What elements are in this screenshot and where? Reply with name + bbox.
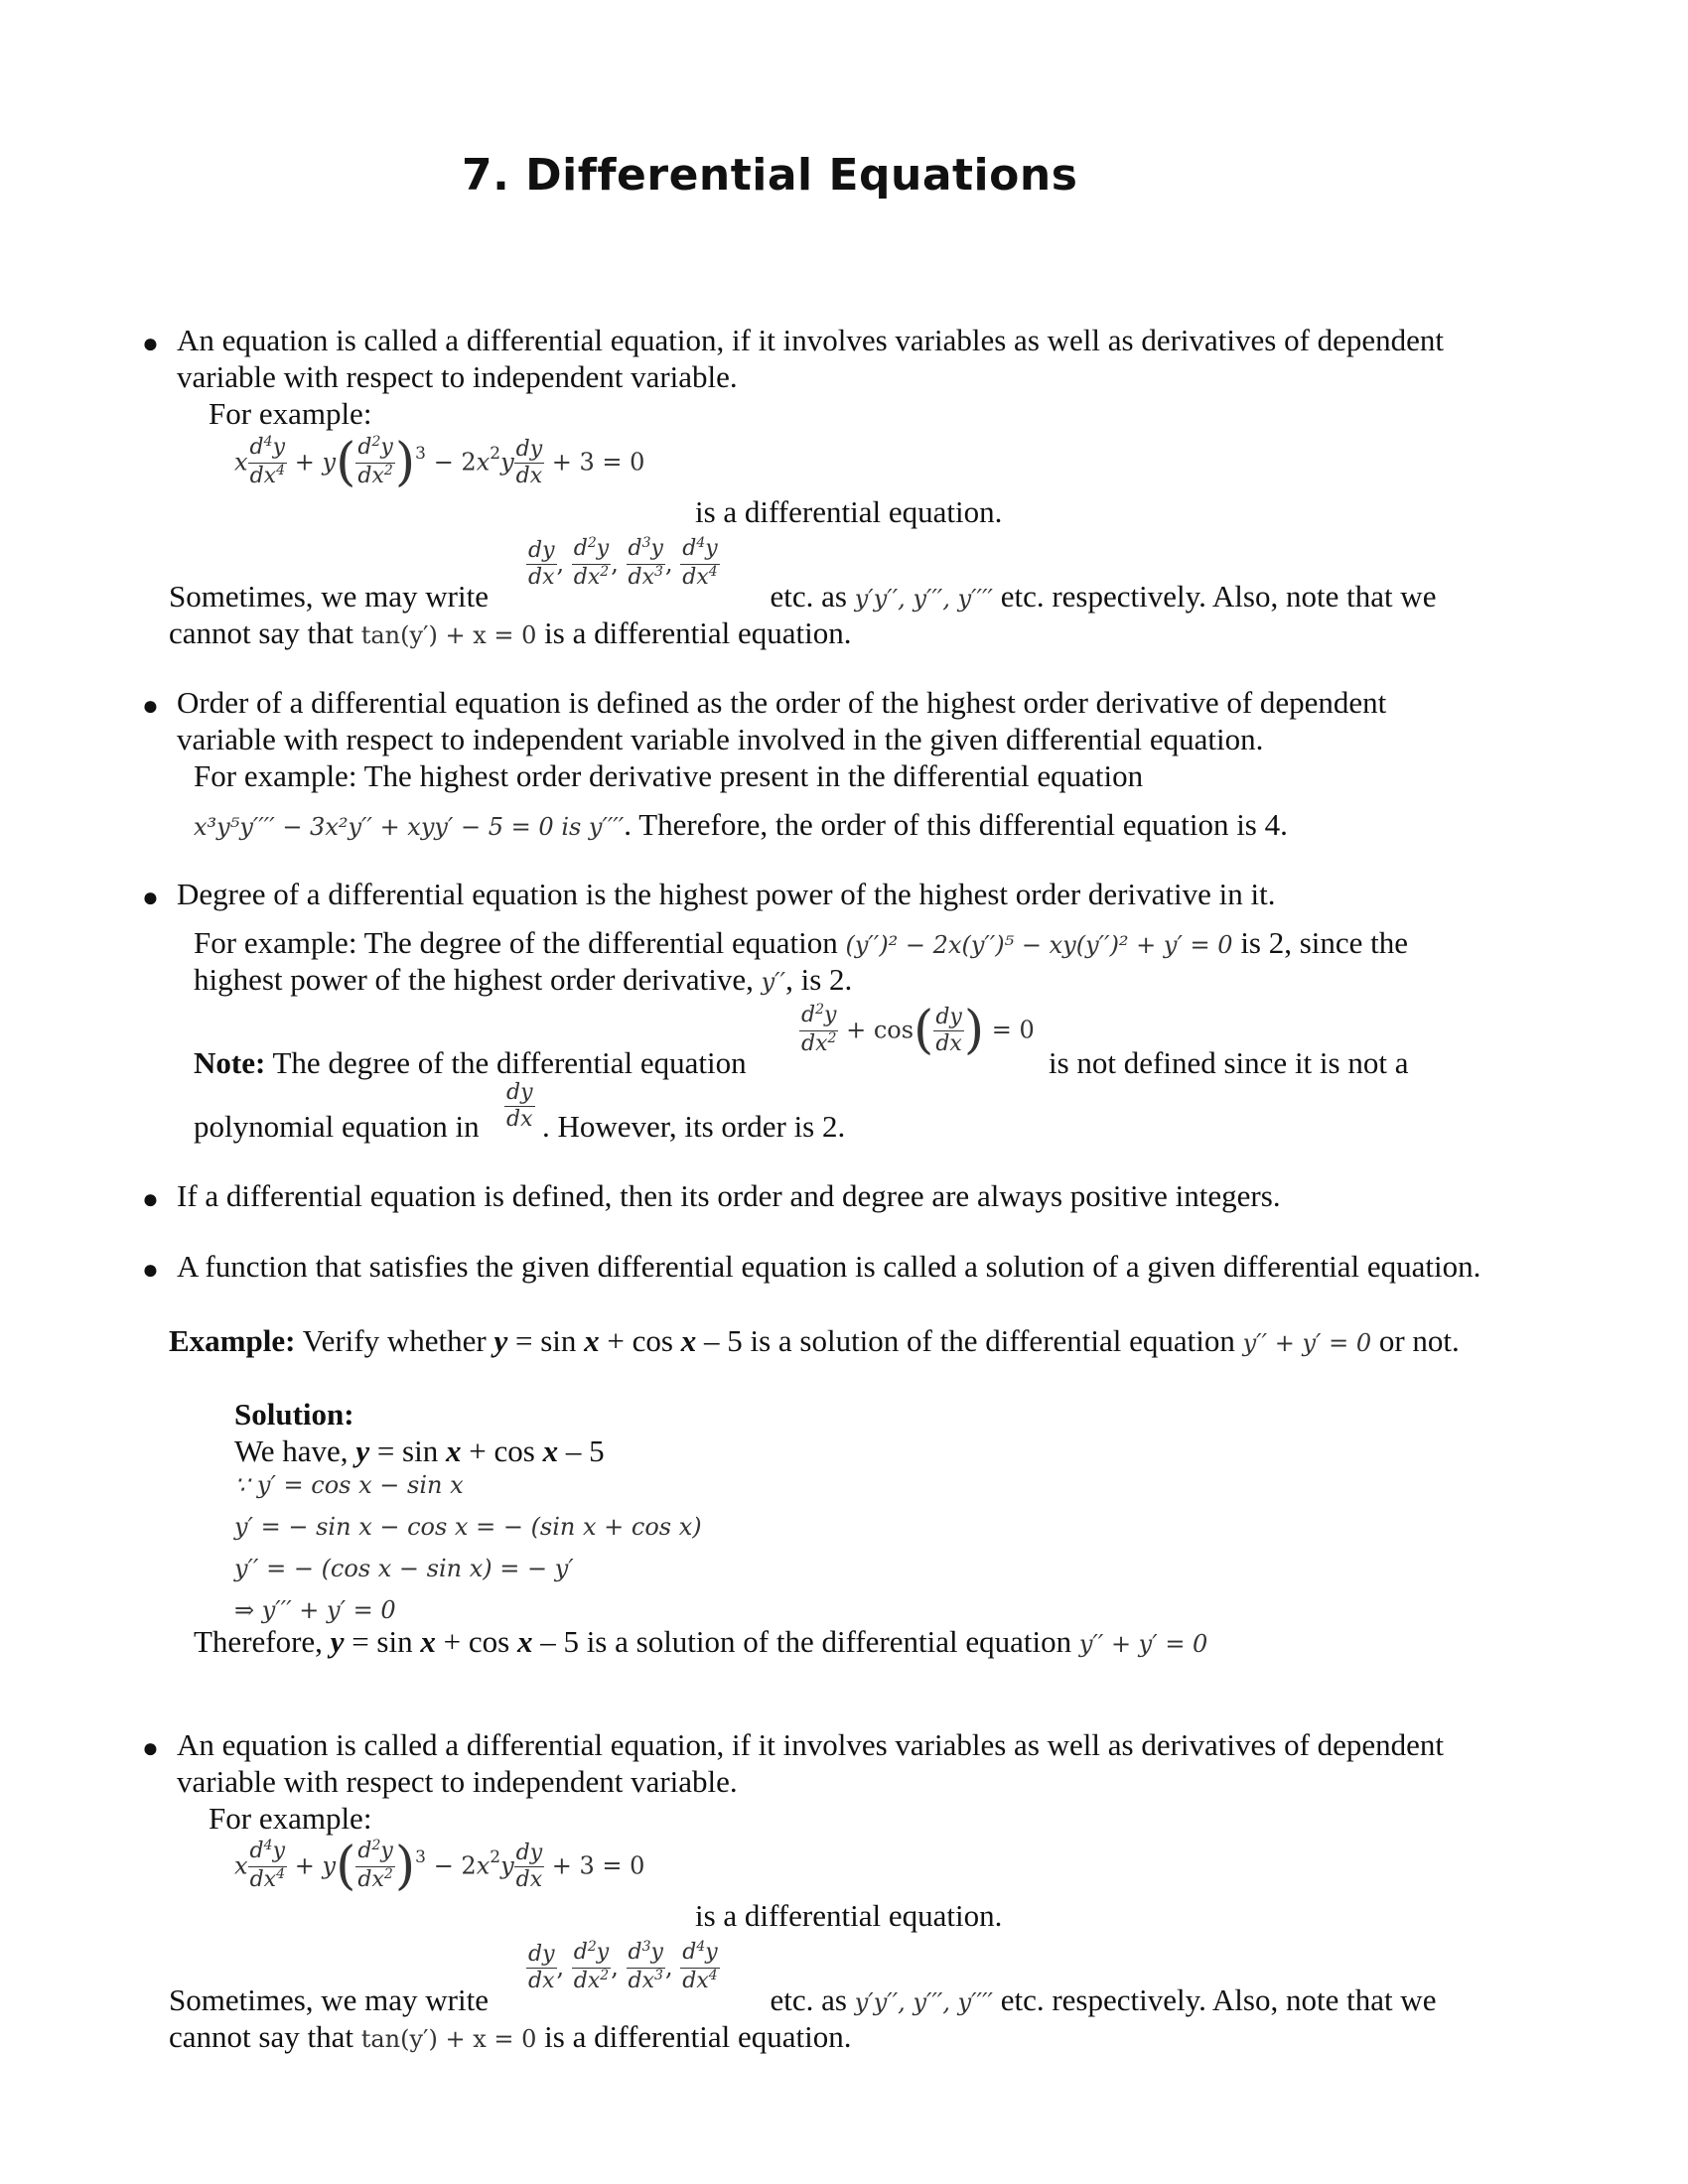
ode-equation: y′′ + y′ = 0	[1242, 1329, 1372, 1357]
var: x	[680, 1323, 697, 1358]
text: Sometimes, we may write	[169, 1982, 489, 2017]
text: , is 2.	[785, 962, 853, 997]
prime-notation: y′y′′, y′′′, y′′′′	[854, 585, 993, 613]
derivative-notation: $\frac{dy}{dx}$ , $\frac{d^2y}{dx^2}$ , $\frac{d^3y}{dx^3}$ , $\frac{d^4y}{dx^4}$	[528, 535, 718, 590]
tan-equation: tan(y′) + x = 0	[360, 2025, 537, 2053]
tan-equation: tan(y′) + x = 0	[360, 621, 537, 649]
text: etc. respectively. Also, note that we	[1000, 1982, 1437, 2017]
text: + cos	[435, 1624, 517, 1659]
solution-step: ⇒ y′′′ + y′ = 0	[234, 1596, 396, 1624]
text: etc. respectively. Also, note that we	[1000, 579, 1437, 614]
var: y	[493, 1323, 508, 1358]
text: + cos	[461, 1433, 543, 1468]
second-derivative: y′′	[761, 968, 786, 996]
text: Sometimes, we may write	[169, 579, 489, 614]
example-equation: x $\frac{d^4y}{dx^4}$ + y( $\frac{d^2y}{dx^2}$ )$^3 - 2x^2y$ $\frac{dy}{dx}$ + 3 = 0	[234, 1837, 645, 1896]
var: y	[330, 1624, 345, 1659]
paragraph-line	[194, 1044, 747, 1081]
derivative-notation: $\frac{dy}{dx}$ , $\frac{d^2y}{dx^2}$ , $\frac{d^3y}{dx^3}$ , $\frac{d^4y}{dx^4}$	[528, 1939, 718, 1993]
example-line	[169, 1322, 1460, 1362]
solution-step: y′ = − sin x − cos x = − (sin x + cos x)	[234, 1513, 702, 1541]
paragraph-line: A function that satisfies the given differential equation is called a solution of a given differential equation.	[177, 1249, 1481, 1284]
paragraph-line	[194, 924, 1408, 964]
solution-step: y′′ = − (cos x − sin x) = − y′	[234, 1555, 574, 1582]
paragraph-line	[194, 806, 1288, 846]
bullet-icon: ●	[142, 1255, 159, 1286]
paragraph-line	[169, 578, 1436, 617]
text: etc. as	[770, 579, 847, 614]
text: or not.	[1378, 1323, 1460, 1358]
paragraph-line: An equation is called a differential equation, if it involves variables as well as derivatives of dependent	[177, 323, 1445, 357]
var: x	[446, 1433, 462, 1468]
example-equation: x $\frac{d^4y}{dx^4}$ + y( $\frac{d^2y}{dx^2}$ )$^3 - 2x^2y$ $\frac{dy}{dx}$ + 3 = 0	[234, 433, 645, 492]
text: = sin	[369, 1433, 446, 1468]
paragraph-line: is not defined since it is not a	[1049, 1045, 1409, 1080]
text: – 5 is a solution of the differential equation	[696, 1323, 1235, 1358]
order-equation: x³y⁵y′′′′ − 3x²y′′ + xyy′ − 5 = 0 is y′′′′	[194, 813, 625, 841]
text: cannot say that	[169, 2019, 353, 2054]
solution-line	[234, 1433, 605, 1469]
text: = sin	[507, 1323, 585, 1358]
ode-equation: y′′ + y′ = 0	[1078, 1630, 1208, 1658]
var: x	[542, 1433, 559, 1468]
text: is a differential equation.	[544, 2019, 852, 2054]
example-label: Example:	[169, 1323, 296, 1358]
bullet-icon: ●	[142, 1733, 159, 1764]
solution-conclusion	[194, 1623, 1207, 1663]
text: – 5	[532, 1624, 579, 1659]
text: etc. as	[770, 1982, 847, 2017]
paragraph-line: variable with respect to independent variable.	[177, 1764, 738, 1799]
paragraph-line: For example: The highest order derivative present in the differential equation	[194, 758, 1144, 793]
text: + cos	[599, 1323, 681, 1358]
prime-notation: y′y′′, y′′′, y′′′′	[854, 1988, 993, 2016]
text: is 2, since the	[1240, 925, 1409, 960]
text: Therefore,	[194, 1624, 323, 1659]
paragraph-line	[169, 1981, 1436, 2021]
paragraph-line	[169, 614, 851, 654]
for-example-label: For example:	[209, 396, 372, 431]
solution-label: Solution:	[234, 1397, 354, 1432]
var: y	[355, 1433, 370, 1468]
page-title: 7. Differential Equations	[462, 150, 1078, 201]
paragraph-line: variable with respect to independent variable.	[177, 359, 738, 394]
paragraph-line: variable with respect to independent variable involved in the given differential equation.	[177, 722, 1264, 756]
text: cannot say that	[169, 615, 353, 650]
text: highest power of the highest order derivative,	[194, 962, 754, 997]
paragraph-line	[169, 2018, 851, 2058]
var: x	[516, 1624, 533, 1659]
text: We have,	[234, 1433, 349, 1468]
text: The degree of the differential equation	[272, 1045, 747, 1080]
bullet-icon: ●	[142, 691, 159, 722]
paragraph-line: Degree of a differential equation is the highest power of the highest order derivative in it.	[177, 877, 1276, 911]
note-label: Note:	[194, 1045, 266, 1080]
degree-equation: (y′′)² − 2x(y′′)⁵ − xy(y′′)² + y′ = 0	[845, 931, 1233, 959]
text: = sin	[344, 1624, 421, 1659]
dy-dx-fraction: $\frac{dy}{dx}$	[506, 1080, 533, 1132]
bullet-icon: ●	[142, 1184, 159, 1215]
paragraph-line	[194, 961, 852, 1001]
var: x	[420, 1624, 436, 1659]
text: . Therefore, the order of this differential equation is 4.	[624, 807, 1288, 842]
paragraph-line: . However, its order is 2.	[542, 1109, 846, 1144]
bullet-icon: ●	[142, 329, 159, 359]
paragraph-line: is a differential equation.	[695, 1898, 1003, 1933]
for-example-label: For example:	[209, 1801, 372, 1836]
paragraph-line: is a differential equation.	[695, 494, 1003, 529]
text: is a solution of the differential equation	[586, 1624, 1072, 1659]
solution-step: ∵ y′ = cos x − sin x	[234, 1471, 464, 1499]
text: is a differential equation.	[544, 615, 852, 650]
text: – 5	[558, 1433, 605, 1468]
paragraph-line: If a differential equation is defined, then its order and degree are always positive integers.	[177, 1178, 1281, 1213]
var: x	[584, 1323, 600, 1358]
bullet-icon: ●	[142, 883, 159, 913]
paragraph-line: Order of a differential equation is defined as the order of the highest order derivative of dependent	[177, 685, 1387, 720]
text: For example: The degree of the differential equation	[194, 925, 838, 960]
text: Verify whether	[302, 1323, 487, 1358]
paragraph-line: An equation is called a differential equation, if it involves variables as well as derivatives of dependent	[177, 1727, 1445, 1762]
note-equation: $\frac{d^2y}{dx^2}$ + cos( $\frac{dy}{dx}$ ) = 0	[801, 1001, 1035, 1060]
paragraph-line: polynomial equation in	[194, 1109, 480, 1144]
